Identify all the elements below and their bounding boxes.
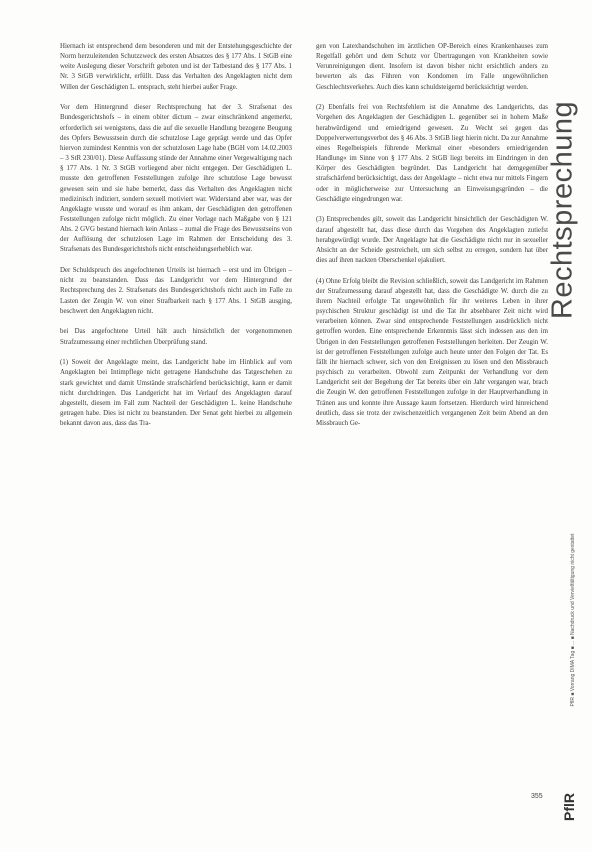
paragraph: (3) Entsprechendes gilt, soweit das Landgericht hinsichtlich der Geschädigten W. darauf abgestellt hat, dass diese durch das Vorgehen des Angeklagten zutiefst herabgewürdigt wurde. Der Angeklagte hat die Geschädigte nicht nur in sexueller Absicht an der Scheide gestreichelt, um sich selbst zu erregen, sondern hat über dies auf ihren nackten Oberschenkel ejakuliert. (316, 216, 548, 264)
text-column-left (60, 42, 292, 440)
journal-name: PflR (561, 793, 577, 821)
paragraph: gen von Latexhandschuhen im ärztlichen OP-Bereich eines Krankenhauses zum Regelfall gehört und dem Schutz vor Übertragungen von Krankheiten sowie Verunreinigungen dient. Insofern ist davon bisher nicht ersichtlich anders zu bewerten als das Führen von Kondomen im Falle ungewöhnlichen Geschlechtsverkehrs. Auch dies kann schuldsteigernd berücksichtigt werden. (316, 43, 548, 91)
side-note-text: PflR ■ Vorrang DIMA Tag ■ ... ■ Nachdruck und Vervielfältigung nicht gestattet (570, 533, 576, 707)
paragraph: Vor dem Hintergrund dieser Rechtsprechung hat der 3. Strafsenat des Bundesgerichtshofs – in einem obiter dictum – zwar einschränkend angemerkt, erforderlich sei wenigstens, dass die auf die sexuelle Handlung bezogene Beugung des Opfers Bewusstsein durch die schutzlose Lage geprägt werde und das Opfer hiervon zumindest Kenntnis von der schutzlosen Lage habe (BGH vom 14.02.2003 – 3 StR 230/01). Diese Auffassung stünde der Annahme einer Vergewaltigung nach § 177 Abs. 1 Nr. 3 StGB vorliegend aber nicht entgegen. Der Geschädigten L. musste den getroffenen Feststellungen zufolge ihre schutzlose Lage bewusst gewesen sein und sie habe bemerkt, dass das Verhalten des Angeklagten nicht medizinisch indiziert, sondern sexuell motiviert war. Widerstand aber war, was der Angeklagte wusste und worauf es ihm ankam, der Geschädigten den getroffenen Feststellungen zufolge nicht möglich. Zu einer Vorlage nach Maßgabe von § 121 Abs. 2 GVG bestand hiernach kein Anlass – zumal die Frage des Bewusstseins von der Auflösung der schutzlosen Lage im Rahmen der Entscheidung des 3. Strafsenats des Bundesgerichtshofs nicht entscheidungserheblich war. (60, 104, 292, 254)
paragraph: Der Schuldspruch des angefochtenen Urteils ist hiernach – erst und im Übrigen – nicht zu beanstanden. Dass das Landgericht vor dem Hintergrund der Rechtsprechung des 2. Strafsenats des Bundesgerichtshofs nicht auch im Falle zu Lasten der Zeugin W. von einer Strafbarkeit nach § 177 Abs. 1 StGB ausging, beschwert den Angeklagten nicht. (60, 267, 292, 315)
paragraph: (4) Ohne Erfolg bleibt die Revision schließlich, soweit das Landgericht im Rahmen der Strafzumessung darauf abgestellt hat, dass die Geschädigte W. durch die zu ihrem Nachteil erfolgte Tat ungewöhnlich für ihr weiteres Leben in ihrer psychischen Struktur geschädigt ist und die Tat ihr absehbarer Zeit nicht wird verarbeiten können. Zwar sind entsprechende Feststellungen ausdrücklich nicht getroffen worden. Eine entsprechende Erkenntnis lässt sich indessen aus den im Übrigen in den Feststellungen getroffenen Feststellungen herleiten. Der Zeugin W. ist der getroffenen Feststellungen zufolge auch heute unter den Folgen der Tat. Es fällt ihr hiernach schwer, sich von den Ereignissen zu lösen und den Missbrauch psychisch zu verarbeiten. Obwohl zum Zeitpunkt der Verhandlung vor dem Landgericht seit der Begehung der Tat bereits über ein Jahr vergangen war, brach die Zeugin W. den getroffenen Feststellungen zufolge in der Hauptverhandlung in Tränen aus und konnte ihre Aussage kaum fortsetzen. Hierdurch wird hinreichend deutlich, dass sie trotz der zwischenzeitlich vergangenen Zeit beim Abend an den Missbrauch Ge- (316, 277, 548, 427)
copyright-side-note (568, 420, 578, 820)
page-number: 355 (531, 793, 543, 800)
paragraph: (1) Soweit der Angeklagte meint, das Landgericht habe im Hinblick auf vom Angeklagten bei Intimpflege nicht getragene Handschuhe das Tatgeschehen zu stark gewichtet und damit Umstände strafschärfend berücksichtigt, kann er damit nicht durchdringen. Das Landgericht hat im Verlauf des Angeklagten darauf abgestellt, diesem im Fall zum Nachteil der Geschädigten L. keine Handschuhe getragen habe. Dies ist nicht zu beanstanden. Der Senat geht hierbei zu allgemein bekannt davon aus, dass das Tra- (60, 359, 292, 428)
section-rubric (546, 100, 579, 320)
journal-logo (556, 792, 582, 822)
text-column-right (316, 42, 548, 439)
paragraph: bei Das angefochtene Urteil hält auch hinsichtlich der vorgenommenen Strafzumessung einer rechtlichen Überprüfung stand. (60, 328, 292, 346)
paragraph: (2) Ebenfalls frei von Rechtsfehlern ist die Annahme des Landgerichts, das Vorgehen des Angeklagten der Geschädigten L. gegenüber sei in hohem Maße herabwürdigend und erniedrigend gewesen. Zu Wecht sei gegen das Doppelverwertungsverbot des § 46 Abs. 3 StGB liegt hierin nicht. Da zur Annahme eines Regelbeispiels führende Merkmal einer »besonders erniedrigenden Handlung« im Sinne von § 177 Abs. 2 StGB liegt bereits im Eindringen in den Körper des Geschädigten begründet. Das Landgericht hat demgegenüber strafschärfend berücksichtigt, dass der Angeklagte – nicht etwa nur mittels Fingern oder in möglicherweise zur Untersuchung an Einweisungsgründen – die Geschädigte eingedrungen war. (316, 104, 548, 203)
paragraph: Hiernach ist entsprechend dem besonderen und mit der Entstehungsgeschichte der Norm herzuleitenden Schutzzweck des ersten Absatzes des § 177 Abs. 1 StGB eine weite Auslegung dieser Vorschrift geboten und ist der Tatbestand des § 177 Abs. 1 Nr. 3 StGB verwirklicht, erfüllt. Dass das Verhalten des Angeklagten nicht dem Willen der Geschädigten L. entsprach, steht hierbei außer Frage. (60, 43, 292, 91)
rubric-label: Rechtsprechung (546, 100, 579, 320)
